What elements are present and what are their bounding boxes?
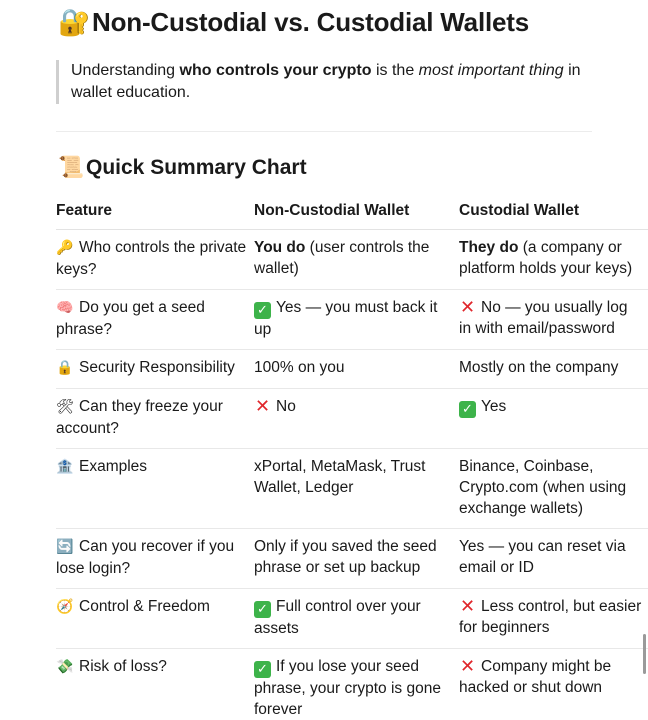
cell-text: Yes — you can reset via email or ID [459, 538, 626, 576]
header-feature: Feature [56, 194, 254, 230]
cell-text: (user controls the wallet) [254, 239, 430, 277]
table-row [56, 589, 648, 649]
table-row [56, 290, 648, 350]
section-heading-text: Quick Summary Chart [86, 156, 307, 179]
feature-label: Control & Freedom [79, 598, 210, 615]
cell-non-custodial [254, 649, 459, 720]
cell-custodial [459, 230, 648, 290]
feature-label: Do you get a seed phrase? [56, 299, 205, 338]
cross-mark-icon: ✕ [459, 596, 476, 617]
section-heading [58, 153, 307, 182]
table-row [56, 350, 648, 389]
feature-label: Security Responsibility [79, 359, 235, 376]
compass-icon: 🧭 [56, 599, 74, 615]
cell-non-custodial [254, 230, 459, 290]
intro-text-3: in wallet education. [71, 62, 581, 101]
cell-custodial [459, 290, 648, 350]
cell-feature [56, 589, 254, 649]
header-custodial: Custodial Wallet [459, 194, 648, 230]
feature-label: Can you recover if you lose login? [56, 538, 235, 577]
page-title-text: Non-Custodial vs. Custodial Wallets [92, 7, 529, 37]
check-mark-icon: ✓ [254, 661, 271, 678]
cell-non-custodial [254, 389, 459, 449]
lock-with-key-icon: 🔐 [58, 8, 91, 38]
cell-custodial [459, 529, 648, 589]
cell-feature [56, 649, 254, 720]
key-icon: 🔑 [56, 240, 74, 256]
intro-text-2: is the [371, 62, 419, 79]
cross-mark-icon: ✕ [254, 396, 271, 417]
section-divider [56, 131, 592, 132]
feature-label: Risk of loss? [79, 658, 167, 675]
cell-text: Mostly on the company [459, 359, 619, 376]
cell-text: Full control over your assets [254, 598, 421, 637]
scroll-icon: 📜 [58, 155, 85, 179]
cell-custodial [459, 350, 648, 389]
cell-feature [56, 529, 254, 589]
cell-text: (a company or platform holds your keys) [459, 239, 633, 277]
cell-bold-text: You do [254, 239, 306, 256]
recover-arrows-icon: 🔄 [56, 539, 74, 555]
check-mark-icon: ✓ [459, 401, 476, 418]
cell-bold-text: They do [459, 239, 519, 256]
cross-mark-icon: ✕ [459, 297, 476, 318]
table-row [56, 449, 648, 529]
bank-icon: 🏦 [56, 459, 74, 475]
intro-blockquote [56, 60, 601, 104]
table-row [56, 529, 648, 589]
cell-non-custodial [254, 449, 459, 529]
cell-custodial [459, 449, 648, 529]
cell-text: xPortal, MetaMask, Trust Wallet, Ledger [254, 458, 426, 496]
header-non-custodial: Non-Custodial Wallet [254, 194, 459, 230]
cell-custodial [459, 589, 648, 649]
cell-non-custodial [254, 290, 459, 350]
intro-italic: most important thing [418, 62, 564, 79]
feature-label: Can they freeze your account? [56, 398, 223, 437]
cell-non-custodial [254, 350, 459, 389]
check-mark-icon: ✓ [254, 601, 271, 618]
scrollbar-thumb[interactable] [643, 634, 646, 674]
cell-text: Only if you saved the seed phrase or set up backup [254, 538, 437, 576]
cell-text: No [276, 398, 296, 415]
page-title [58, 4, 529, 41]
cell-non-custodial [254, 529, 459, 589]
brain-icon: 🧠 [56, 300, 74, 316]
cell-feature [56, 389, 254, 449]
table-row [56, 389, 648, 449]
cell-feature [56, 230, 254, 290]
money-wings-icon: 💸 [56, 659, 74, 675]
cell-custodial [459, 389, 648, 449]
cell-feature [56, 350, 254, 389]
table-body [56, 230, 648, 720]
cell-feature [56, 290, 254, 350]
hammer-wrench-icon: 🛠 [56, 399, 74, 415]
cell-text: Yes [481, 398, 507, 415]
cell-text: If you lose your seed phrase, your crypto is gone forever [254, 658, 441, 718]
intro-text-1: Understanding [71, 62, 180, 79]
cell-custodial [459, 649, 648, 720]
cell-text: 100% on you [254, 359, 345, 376]
cross-mark-icon: ✕ [459, 656, 476, 677]
table-row [56, 230, 648, 290]
feature-label: Who controls the private keys? [56, 239, 247, 278]
check-mark-icon: ✓ [254, 302, 271, 319]
cell-text: Less control, but easier for beginners [459, 598, 642, 636]
table-row [56, 649, 648, 720]
cell-feature [56, 449, 254, 529]
intro-bold: who controls your crypto [179, 62, 372, 79]
cell-text: Yes — you must back it up [254, 299, 438, 338]
lock-icon: 🔒 [56, 360, 74, 376]
summary-table [56, 194, 648, 720]
feature-label: Examples [79, 458, 148, 475]
cell-text: Binance, Coinbase, Crypto.com (when using exchange wallets) [459, 458, 627, 517]
table-header-row [56, 194, 648, 230]
cell-text: No — you usually log in with email/password [459, 299, 628, 337]
cell-text: Company might be hacked or shut down [459, 658, 612, 696]
cell-non-custodial [254, 589, 459, 649]
